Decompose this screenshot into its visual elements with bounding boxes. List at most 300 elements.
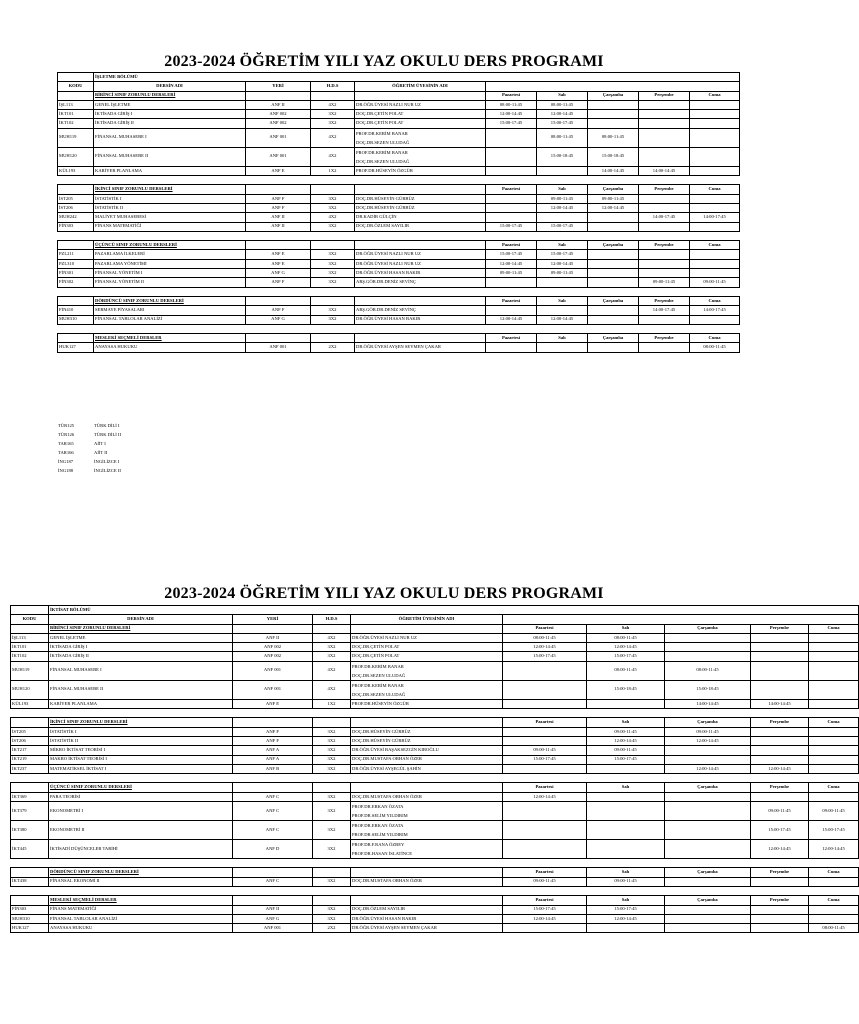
course-row bbox=[58, 110, 740, 119]
day-header: Perşembe bbox=[639, 185, 690, 194]
instructor bbox=[351, 736, 503, 745]
common-course-code: TAR165 bbox=[58, 441, 74, 446]
course-room: ANF A bbox=[233, 755, 313, 764]
course-hours: 2X2 bbox=[311, 343, 355, 352]
time-slot: 14:00-17:45 bbox=[690, 213, 740, 222]
course-hours: 4X2 bbox=[311, 128, 355, 147]
cell bbox=[355, 334, 486, 343]
time-slot bbox=[639, 269, 690, 278]
instructor-name: DOÇ.DR.SEZEN ULUDAĞ bbox=[352, 672, 406, 678]
time-slot: 08:00-11:45 bbox=[809, 924, 859, 933]
time-slot: 12:00-14:45 bbox=[486, 259, 537, 268]
section-header-row bbox=[11, 868, 859, 877]
time-slot: 12:00-14:45 bbox=[503, 792, 587, 801]
course-row bbox=[11, 755, 859, 764]
course-hours: 3X2 bbox=[313, 802, 351, 821]
time-slot bbox=[809, 680, 859, 699]
time-slot bbox=[503, 680, 587, 699]
instructor-name: ARŞ.GÖR.DR.DENİZ SEVİNÇ bbox=[356, 307, 416, 313]
time-slot: 15:00-18:45 bbox=[587, 680, 665, 699]
instructor bbox=[355, 343, 486, 352]
course-room: ANF II bbox=[246, 100, 311, 109]
time-slot: 12:00-14:45 bbox=[587, 736, 665, 745]
cell bbox=[58, 287, 740, 296]
day-header: Perşembe bbox=[751, 718, 809, 727]
course-code: İŞL113 bbox=[11, 633, 49, 642]
instructor-name: DR.ÖĞR.ÜYESİ NAZLI NUR UZ bbox=[356, 260, 421, 266]
course-hours: 4X2 bbox=[311, 147, 355, 166]
time-slot bbox=[809, 877, 859, 886]
section-header-row bbox=[11, 718, 859, 727]
day-header: Salı bbox=[587, 896, 665, 905]
course-room: ANF E bbox=[233, 699, 313, 708]
course-room: ANF F bbox=[246, 306, 311, 315]
time-slot bbox=[537, 306, 588, 315]
course-row bbox=[11, 924, 859, 933]
time-slot bbox=[537, 343, 588, 352]
time-slot bbox=[751, 633, 809, 642]
cell bbox=[11, 859, 859, 868]
course-name: ANAYASA HUKUKU bbox=[49, 924, 233, 933]
day-header: Salı bbox=[537, 91, 588, 100]
course-hours: 2X2 bbox=[313, 924, 351, 933]
iktisat-schedule-table bbox=[10, 605, 859, 933]
day-header: Çarşamba bbox=[665, 783, 751, 792]
course-row bbox=[58, 147, 740, 166]
course-code: İKT102 bbox=[58, 119, 94, 128]
time-slot bbox=[690, 194, 740, 203]
time-slot: 12:00-14:45 bbox=[665, 764, 751, 773]
time-slot bbox=[690, 315, 740, 324]
header-hds: H.D.S bbox=[311, 82, 355, 91]
instructor-name: DOÇ.DR.ÖZLEM SAYILIR bbox=[356, 223, 410, 229]
day-header: Salı bbox=[587, 624, 665, 633]
time-slot: 08:00-11:45 bbox=[587, 633, 665, 642]
course-code: FİN303 bbox=[11, 905, 49, 914]
cell bbox=[58, 241, 94, 250]
cell bbox=[58, 334, 94, 343]
header-row bbox=[11, 615, 859, 624]
section-gap bbox=[58, 287, 740, 296]
cell bbox=[233, 624, 313, 633]
instructor bbox=[355, 166, 486, 175]
time-slot: 09:00-11:45 bbox=[537, 194, 588, 203]
cell bbox=[311, 241, 355, 250]
time-slot bbox=[588, 110, 639, 119]
common-course-name: AİİT I bbox=[94, 441, 106, 446]
course-row bbox=[58, 269, 740, 278]
time-slot bbox=[751, 643, 809, 652]
time-slot bbox=[639, 147, 690, 166]
course-row bbox=[58, 343, 740, 352]
time-slot: 14:00-17:45 bbox=[690, 306, 740, 315]
time-slot bbox=[665, 840, 751, 859]
instructor-name: DR.ÖĞR.ÜYESİ HASAN BAKIR bbox=[356, 316, 421, 322]
section-gap bbox=[58, 176, 740, 185]
time-slot bbox=[690, 128, 740, 147]
course-name: FİNANSAL MUHASEBE II bbox=[94, 147, 246, 166]
course-row bbox=[11, 840, 859, 859]
course-hours: 3X2 bbox=[313, 755, 351, 764]
time-slot: 12:00-14:45 bbox=[751, 764, 809, 773]
course-code: İST206 bbox=[58, 203, 94, 212]
section-title: DÖRDÜNCÜ SINIF ZORUNLU DERSLERİ bbox=[94, 296, 246, 305]
instructor bbox=[351, 877, 503, 886]
instructor bbox=[355, 250, 486, 259]
course-row bbox=[11, 802, 859, 821]
day-header: Cuma bbox=[809, 624, 859, 633]
cell bbox=[58, 324, 740, 333]
course-code: KÜL193 bbox=[11, 699, 49, 708]
course-hours: 3X2 bbox=[311, 259, 355, 268]
time-slot bbox=[751, 661, 809, 680]
time-slot: 15:00-17:45 bbox=[503, 755, 587, 764]
header-row bbox=[58, 82, 740, 91]
instructor-name: PROF.DR.ERKAN ÖZATA bbox=[352, 804, 404, 810]
course-name: İKTİSADA GİRİŞ I bbox=[49, 643, 233, 652]
course-row bbox=[11, 914, 859, 923]
time-slot bbox=[588, 343, 639, 352]
day-header: Pazartesi bbox=[486, 91, 537, 100]
course-name: PARA TEORİSİ bbox=[49, 792, 233, 801]
section-header-row bbox=[58, 185, 740, 194]
course-hours: 4X2 bbox=[313, 680, 351, 699]
course-code: İŞL113 bbox=[58, 100, 94, 109]
time-slot: 08:00-11:45 bbox=[665, 661, 751, 680]
time-slot bbox=[486, 343, 537, 352]
time-slot: 15:00-17:45 bbox=[503, 652, 587, 661]
time-slot: 15:00-17:45 bbox=[751, 821, 809, 840]
cell bbox=[311, 91, 355, 100]
cell bbox=[11, 783, 49, 792]
time-slot: 12:00-14:45 bbox=[809, 840, 859, 859]
time-slot: 12:00-14:45 bbox=[537, 315, 588, 324]
course-room: ANF 001 bbox=[233, 680, 313, 699]
time-slot: 15:00-18:45 bbox=[665, 680, 751, 699]
instructor-name: DR.ÖĞR.ÜYESİ AYŞEN SEYMEN ÇAKAR bbox=[356, 344, 441, 350]
course-name: EKONOMETRİ I bbox=[49, 802, 233, 821]
course-hours: 4X2 bbox=[311, 100, 355, 109]
cell bbox=[233, 718, 313, 727]
time-slot bbox=[587, 821, 665, 840]
time-slot bbox=[665, 633, 751, 642]
time-slot: 09:00-11:45 bbox=[809, 802, 859, 821]
course-name: KARİYER PLANLAMA bbox=[94, 166, 246, 175]
course-name: İSTATİSTİK II bbox=[49, 736, 233, 745]
day-header: Çarşamba bbox=[665, 868, 751, 877]
day-header: Cuma bbox=[809, 783, 859, 792]
time-slot bbox=[751, 746, 809, 755]
course-name: FİNANSAL MUHASEBE I bbox=[94, 128, 246, 147]
time-slot bbox=[690, 166, 740, 175]
time-slot: 08:00-11:45 bbox=[537, 100, 588, 109]
course-name: İKTİSADA GİRİŞ II bbox=[49, 652, 233, 661]
instructor-name: DOÇ.DR.ÇETİN POLAT bbox=[352, 644, 400, 650]
course-name: MAKRO İKTİSAT TEORİSİ I bbox=[49, 755, 233, 764]
course-hours: 3X2 bbox=[313, 877, 351, 886]
instructor bbox=[351, 633, 503, 642]
instructor bbox=[355, 213, 486, 222]
instructor bbox=[351, 905, 503, 914]
instructor bbox=[355, 119, 486, 128]
course-code: MUH310 bbox=[11, 914, 49, 923]
instructor-name: DOÇ.DR.HÜSEYİN GÜRBÜZ bbox=[356, 195, 415, 201]
cell bbox=[246, 334, 311, 343]
course-hours: 3X2 bbox=[311, 306, 355, 315]
instructor bbox=[351, 840, 503, 859]
instructor bbox=[355, 110, 486, 119]
time-slot bbox=[503, 661, 587, 680]
course-room: ANF G bbox=[246, 269, 311, 278]
common-course-name: TÜRK DİLİ I bbox=[94, 423, 120, 428]
time-slot: 12:00-14:45 bbox=[486, 110, 537, 119]
instructor bbox=[355, 203, 486, 212]
course-code: MUH242 bbox=[58, 213, 94, 222]
instructor bbox=[355, 259, 486, 268]
course-hours: 3X2 bbox=[313, 840, 351, 859]
course-row bbox=[11, 633, 859, 642]
time-slot bbox=[690, 119, 740, 128]
time-slot bbox=[751, 680, 809, 699]
header-ders: DERSİN ADI bbox=[49, 615, 233, 624]
course-code: İKT219 bbox=[11, 755, 49, 764]
instructor-name: DOÇ.DR.SEZEN ULUDAĞ bbox=[356, 158, 410, 164]
course-code: İKT445 bbox=[11, 840, 49, 859]
time-slot: 08:00-11:45 bbox=[486, 100, 537, 109]
cell bbox=[11, 709, 859, 718]
time-slot bbox=[503, 821, 587, 840]
course-name: KARİYER PLANLAMA bbox=[49, 699, 233, 708]
doc1-title: 2023-2024 ÖĞRETİM YILI YAZ OKULU DERS PROGRAMI bbox=[164, 53, 604, 70]
time-slot bbox=[588, 222, 639, 231]
time-slot bbox=[665, 792, 751, 801]
time-slot bbox=[537, 278, 588, 287]
course-room: ANF D bbox=[233, 840, 313, 859]
course-name: MİKRO İKTİSAT TEORİSİ I bbox=[49, 746, 233, 755]
time-slot: 15:00-17:45 bbox=[537, 119, 588, 128]
common-course-code: TAR166 bbox=[58, 450, 74, 455]
cell bbox=[11, 886, 859, 895]
instructor bbox=[355, 128, 486, 147]
day-header: Cuma bbox=[690, 241, 740, 250]
time-slot bbox=[537, 166, 588, 175]
course-code: İKT102 bbox=[11, 652, 49, 661]
time-slot bbox=[690, 222, 740, 231]
time-slot bbox=[503, 699, 587, 708]
time-slot: 08:00-11:45 bbox=[587, 661, 665, 680]
time-slot bbox=[751, 792, 809, 801]
time-slot bbox=[486, 166, 537, 175]
course-hours: 3X2 bbox=[313, 764, 351, 773]
day-header: Salı bbox=[587, 718, 665, 727]
time-slot: 14:00-17:45 bbox=[639, 306, 690, 315]
course-code: İKT369 bbox=[11, 792, 49, 801]
time-slot: 12:00-14:45 bbox=[588, 203, 639, 212]
section-header-row bbox=[11, 624, 859, 633]
instructor bbox=[355, 147, 486, 166]
course-name: EKONOMETRİ II bbox=[49, 821, 233, 840]
instructor bbox=[355, 278, 486, 287]
day-header: Perşembe bbox=[751, 896, 809, 905]
course-hours: 1X2 bbox=[311, 166, 355, 175]
header-kodu: KODU bbox=[11, 615, 49, 624]
course-room: ANF 002 bbox=[233, 652, 313, 661]
course-row bbox=[58, 222, 740, 231]
course-code: FİN410 bbox=[58, 306, 94, 315]
time-slot: 14:00-17:45 bbox=[639, 213, 690, 222]
time-slot: 15:00-17:45 bbox=[486, 222, 537, 231]
course-room: ANF F bbox=[246, 194, 311, 203]
common-course-code: TÜR126 bbox=[58, 432, 75, 437]
time-slot: 08:00-11:45 bbox=[503, 633, 587, 642]
course-room: ANF 001 bbox=[233, 661, 313, 680]
time-slot bbox=[639, 259, 690, 268]
common-course-code: TÜR125 bbox=[58, 423, 75, 428]
course-code: FİN302 bbox=[58, 278, 94, 287]
course-room: ANF 001 bbox=[246, 343, 311, 352]
time-slot bbox=[809, 746, 859, 755]
dept-row bbox=[11, 606, 859, 615]
instructor-name: DR.ÖĞR.ÜYESİ AYŞEGÜL ŞAHİN bbox=[352, 765, 421, 771]
time-slot bbox=[639, 203, 690, 212]
time-slot: 09:00-11:45 bbox=[503, 746, 587, 755]
instructor bbox=[351, 755, 503, 764]
course-code: PZL211 bbox=[58, 250, 94, 259]
section-title: BİRİNCİ SINIF ZORUNLU DERSLERİ bbox=[94, 91, 246, 100]
day-header: Cuma bbox=[690, 334, 740, 343]
instructor-name: DOÇ.DR.MUSTAFA ORHAN ÖZER bbox=[352, 793, 422, 799]
course-room: ANF C bbox=[233, 792, 313, 801]
day-header: Cuma bbox=[690, 296, 740, 305]
course-name: MALİYET MUHASEBESİ bbox=[94, 213, 246, 222]
time-slot: 09:00-11:45 bbox=[587, 746, 665, 755]
time-slot bbox=[503, 802, 587, 821]
course-code: İKT217 bbox=[11, 746, 49, 755]
time-slot bbox=[537, 213, 588, 222]
instructor-name: PROF.DR.KERİM BANAR bbox=[356, 149, 408, 155]
time-slot bbox=[588, 306, 639, 315]
course-code: İKT237 bbox=[11, 764, 49, 773]
time-slot bbox=[588, 269, 639, 278]
time-slot bbox=[809, 792, 859, 801]
section-title: MESLEKİ SEÇMELİ DERSLER bbox=[94, 334, 246, 343]
time-slot bbox=[751, 905, 809, 914]
course-code: HUK127 bbox=[58, 343, 94, 352]
course-room: ANF F bbox=[246, 278, 311, 287]
instructor-name: PROF.DR.SELİM YILDIRIM bbox=[352, 813, 408, 819]
course-code: FİN301 bbox=[58, 269, 94, 278]
instructor-name: ARŞ.GÖR.DR.DENİZ SEVİNÇ bbox=[356, 279, 416, 285]
course-hours: 3X2 bbox=[311, 222, 355, 231]
instructor-name: PROF.DR.F.RANA ÖZBEY bbox=[352, 842, 405, 848]
time-slot bbox=[486, 147, 537, 166]
course-room: ANF 001 bbox=[246, 147, 311, 166]
common-course-name: İNGİLİZCE I bbox=[94, 459, 120, 464]
cell bbox=[11, 624, 49, 633]
time-slot: 15:00-17:45 bbox=[486, 250, 537, 259]
course-name: İKTİSADA GİRİŞ II bbox=[94, 119, 246, 128]
time-slot bbox=[639, 194, 690, 203]
section-title: İKİNCİ SINIF ZORUNLU DERSLERİ bbox=[49, 718, 233, 727]
instructor-name: PROF.DR.KERİM BANAR bbox=[356, 130, 408, 136]
course-row bbox=[58, 194, 740, 203]
time-slot: 12:00-14:45 bbox=[537, 203, 588, 212]
course-hours: 1X2 bbox=[313, 699, 351, 708]
header-kodu: KODU bbox=[58, 82, 94, 91]
cell bbox=[11, 774, 859, 783]
instructor-name: DOÇ.DR.ÇETİN POLAT bbox=[356, 111, 404, 117]
cell bbox=[58, 176, 740, 185]
time-slot: 09:00-11:45 bbox=[503, 877, 587, 886]
instructor-name: PROF.DR.KERİM BANAR bbox=[352, 682, 404, 688]
header-yeri: YERİ bbox=[246, 82, 311, 91]
course-name: FİNANSAL TABLOLAR ANALİZİ bbox=[49, 914, 233, 923]
time-slot bbox=[809, 643, 859, 652]
time-slot: 15:00-17:45 bbox=[486, 119, 537, 128]
course-name: PAZARLAMA İLKELERİ bbox=[94, 250, 246, 259]
course-row bbox=[11, 661, 859, 680]
time-slot bbox=[587, 764, 665, 773]
course-row bbox=[58, 259, 740, 268]
section-title: ÜÇÜNCÜ SINIF ZORUNLU DERSLERİ bbox=[94, 241, 246, 250]
course-hours: 3X2 bbox=[313, 914, 351, 923]
instructor bbox=[355, 306, 486, 315]
time-slot bbox=[751, 755, 809, 764]
time-slot bbox=[587, 699, 665, 708]
section-header-row bbox=[58, 91, 740, 100]
course-room: ANF C bbox=[233, 821, 313, 840]
course-hours: 3X2 bbox=[313, 821, 351, 840]
instructor-name: DOÇ.DR.MUSTAFA ORHAN ÖZER bbox=[352, 756, 422, 762]
header-ogretim: ÖĞRETİM ÜYESİNİN ADI bbox=[355, 82, 486, 91]
course-code: İST205 bbox=[58, 194, 94, 203]
time-slot: 09:00-11:45 bbox=[587, 877, 665, 886]
day-header: Perşembe bbox=[639, 241, 690, 250]
instructor bbox=[351, 802, 503, 821]
time-slot bbox=[588, 213, 639, 222]
instructor-name: PROF.DR.HASAN İSLATİNCE bbox=[352, 851, 412, 857]
instructor bbox=[351, 727, 503, 736]
instructor-name: DOÇ.DR.ÇETİN POLAT bbox=[352, 653, 400, 659]
course-name: FİNANSAL MUHASEBE I bbox=[49, 661, 233, 680]
cell bbox=[355, 296, 486, 305]
course-hours: 4X2 bbox=[313, 633, 351, 642]
cell bbox=[313, 718, 351, 727]
instructor-name: DR.ÖĞR.ÜYESİ HASAN BAKIR bbox=[352, 915, 417, 921]
course-room: ANF 001 bbox=[233, 924, 313, 933]
time-slot bbox=[751, 736, 809, 745]
course-hours: 3X2 bbox=[311, 119, 355, 128]
time-slot bbox=[809, 755, 859, 764]
time-slot bbox=[665, 877, 751, 886]
day-header: Pazartesi bbox=[486, 334, 537, 343]
day-header: Cuma bbox=[809, 718, 859, 727]
time-slot bbox=[809, 764, 859, 773]
time-slot bbox=[486, 128, 537, 147]
day-header: Perşembe bbox=[639, 334, 690, 343]
course-name: İSTATİSTİK II bbox=[94, 203, 246, 212]
instructor bbox=[351, 652, 503, 661]
time-slot bbox=[639, 119, 690, 128]
course-hours: 3X2 bbox=[313, 746, 351, 755]
course-hours: 3X2 bbox=[313, 643, 351, 652]
section-title: BİRİNCİ SINIF ZORUNLU DERSLERİ bbox=[49, 624, 233, 633]
time-slot bbox=[690, 203, 740, 212]
day-header: Cuma bbox=[809, 868, 859, 877]
course-row bbox=[58, 278, 740, 287]
time-slot: 12:00-14:45 bbox=[751, 840, 809, 859]
day-header: Çarşamba bbox=[665, 718, 751, 727]
